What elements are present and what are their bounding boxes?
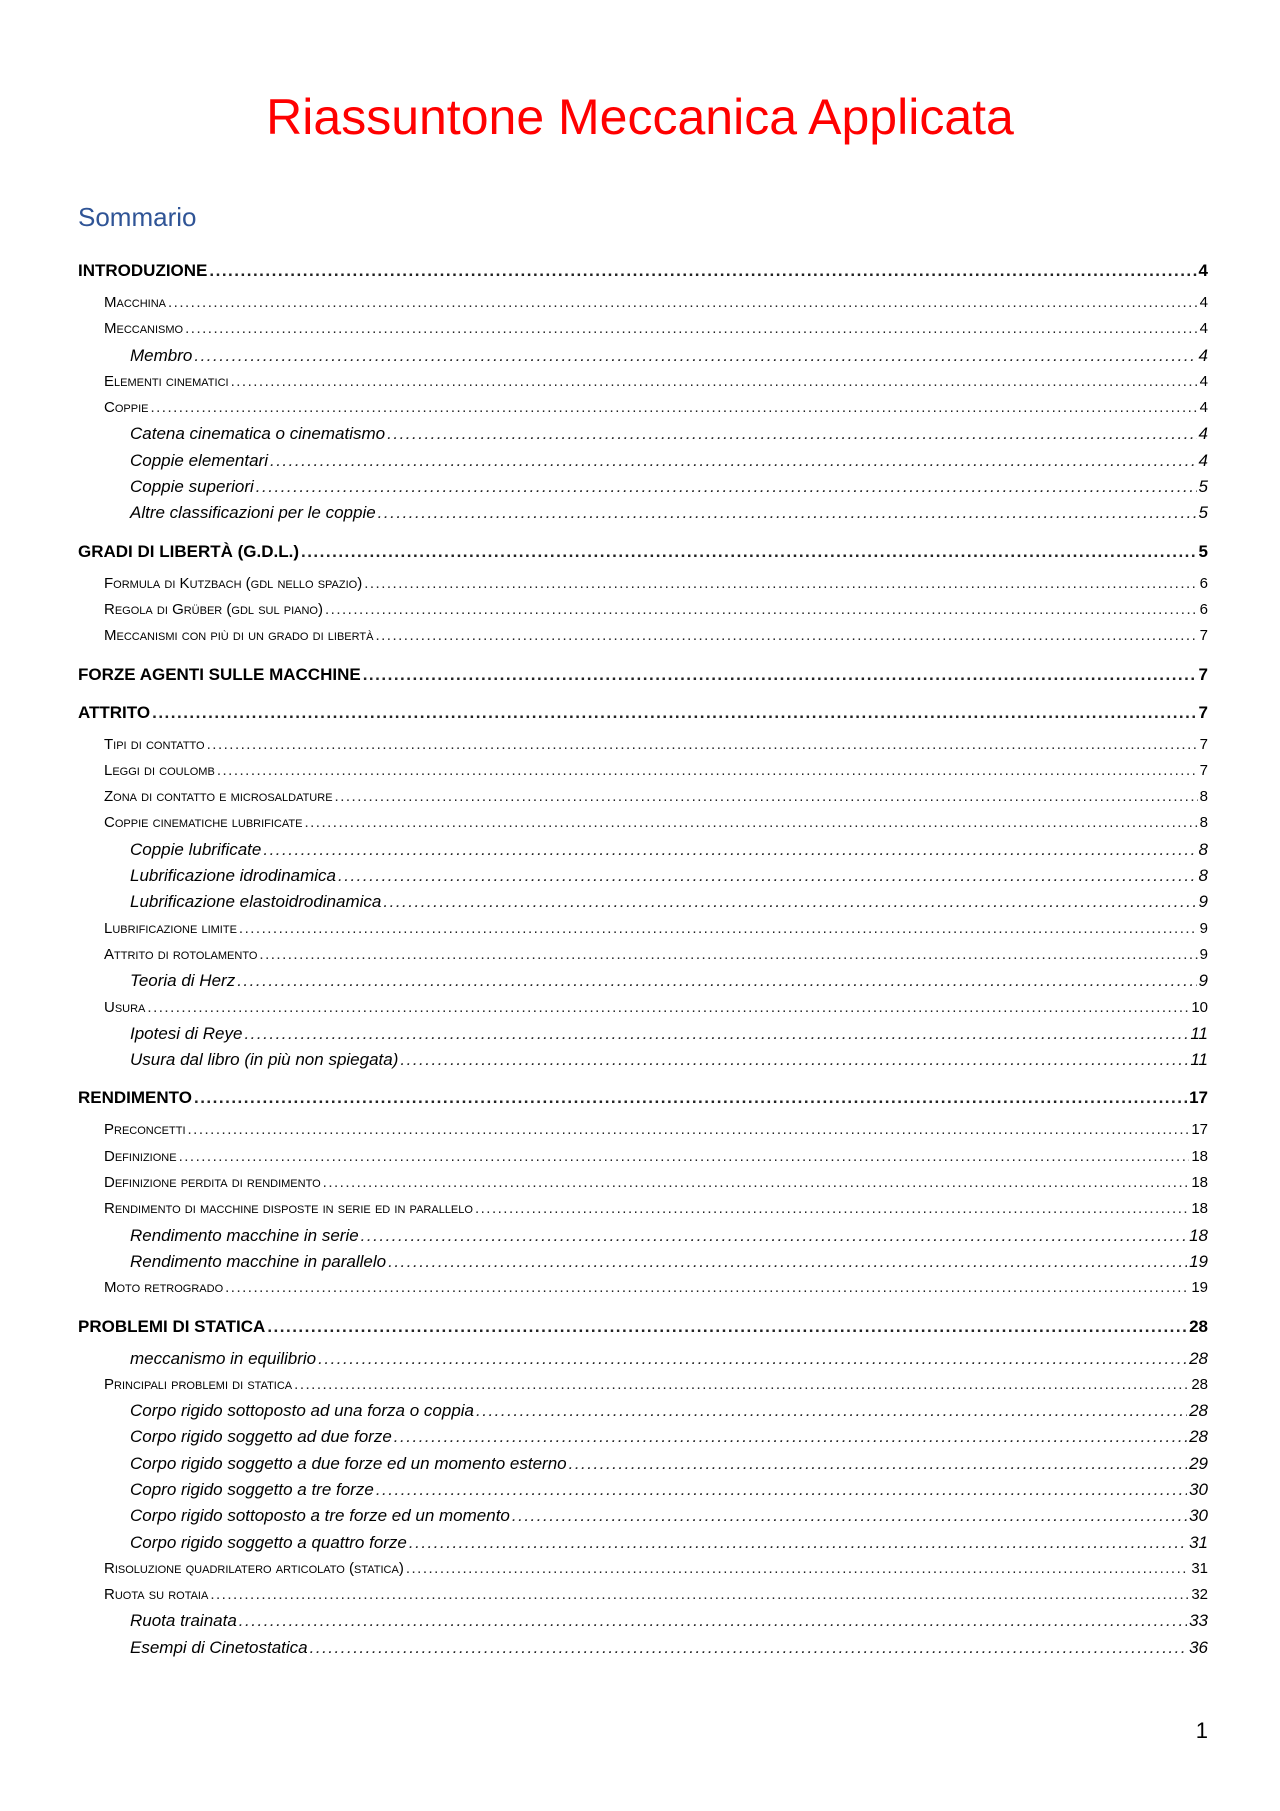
toc-entry[interactable]	[78, 916, 1208, 942]
toc-entry-label: Attrito di rotolamento	[104, 945, 258, 963]
toc-dot-leader	[267, 1314, 1187, 1340]
toc-entry[interactable]	[78, 343, 1208, 369]
toc-dot-leader	[210, 1582, 1189, 1608]
toc-entry-label: Catena cinematica o cinematismo	[130, 424, 386, 444]
toc-entry-label: Usura	[104, 998, 146, 1016]
toc-entry[interactable]	[78, 995, 1208, 1021]
toc-entry[interactable]	[78, 1424, 1208, 1450]
toc-dot-leader	[294, 1372, 1189, 1398]
toc-heading: Sommario	[78, 202, 197, 232]
toc-entry-page: 28	[1189, 1316, 1208, 1336]
toc-entry[interactable]	[78, 1556, 1208, 1582]
toc-entry-label: Esempi di Cinetostatica	[130, 1637, 308, 1657]
toc-entry-page: 4	[1198, 345, 1208, 365]
toc-entry[interactable]	[78, 1021, 1208, 1047]
toc-entry[interactable]	[78, 500, 1208, 526]
toc-entry-page: 18	[1191, 1147, 1208, 1165]
toc-entry[interactable]	[78, 1047, 1208, 1073]
toc-dot-leader	[239, 1608, 1187, 1634]
toc-entry-label: meccanismo in equilibrio	[130, 1348, 317, 1368]
toc-entry-page: 4	[1199, 372, 1208, 390]
toc-entry-page: 4	[1199, 294, 1208, 311]
toc-entry-label: Coppie	[104, 399, 149, 417]
toc-entry-label: Corpo rigido soggetto ad due forze	[130, 1427, 392, 1447]
toc-dot-leader	[310, 1635, 1187, 1661]
toc-entry-page: 28	[1189, 1427, 1208, 1447]
toc-dot-leader	[239, 916, 1198, 942]
page-number: 1	[1195, 1718, 1208, 1743]
toc-entry-label: Regola di Grüber (gdl sul piano)	[104, 600, 323, 618]
toc-dot-leader	[168, 290, 1198, 316]
toc-entry[interactable]	[78, 1117, 1208, 1143]
toc-dot-leader	[569, 1451, 1187, 1477]
toc-dot-leader	[400, 1047, 1188, 1073]
toc-entry-label: Corpo rigido soggetto a quattro forze	[130, 1532, 407, 1552]
toc-entry[interactable]	[78, 1170, 1208, 1196]
toc-entry[interactable]	[78, 474, 1208, 500]
toc-dot-leader	[263, 837, 1196, 863]
toc-entry[interactable]	[78, 421, 1208, 447]
toc-entry[interactable]	[78, 784, 1208, 810]
toc-entry[interactable]	[78, 539, 1208, 565]
toc-dot-leader	[209, 258, 1196, 284]
toc-entry-label: Corpo rigido sottoposto a tre forze ed un momento	[130, 1506, 510, 1526]
toc-dot-leader	[383, 889, 1196, 915]
toc-dot-leader	[194, 343, 1196, 369]
toc-entry-page: 18	[1189, 1225, 1208, 1245]
toc-entry[interactable]	[78, 662, 1208, 688]
toc-entry-label: Risoluzione quadrilatero articolato (statica)	[104, 1559, 404, 1577]
toc-dot-leader	[237, 968, 1196, 994]
toc-entry-label: Ruota trainata	[130, 1611, 237, 1631]
toc-entry[interactable]	[78, 1530, 1208, 1556]
toc-entry[interactable]	[78, 623, 1208, 649]
toc-entry-page: 5	[1198, 541, 1208, 561]
toc-entry-page: 36	[1189, 1637, 1208, 1657]
toc-entry-page: 7	[1198, 664, 1208, 684]
toc-dot-leader	[188, 1117, 1190, 1143]
toc-dot-leader	[270, 448, 1197, 474]
toc-entry[interactable]	[78, 316, 1208, 342]
toc-entry-page: 17	[1189, 1088, 1208, 1108]
toc-entry-page: 9	[1198, 892, 1208, 912]
toc-entry-label: Rendimento macchine in parallelo	[130, 1251, 387, 1271]
toc-entry-label: Principali problemi di statica	[104, 1375, 293, 1393]
toc-entry-page: 10	[1191, 998, 1208, 1016]
toc-entry[interactable]	[78, 571, 1208, 597]
toc-entry-page: 4	[1198, 450, 1208, 470]
toc-dot-leader	[304, 810, 1197, 836]
toc-entry-page: 32	[1191, 1586, 1208, 1604]
toc-entry[interactable]	[78, 837, 1208, 863]
toc-entry-page: 7	[1199, 627, 1208, 645]
toc-entry[interactable]	[78, 597, 1208, 623]
toc-dot-leader	[256, 474, 1197, 500]
toc-entry-label: Coppie superiori	[130, 477, 254, 497]
toc-entry[interactable]	[78, 258, 1208, 284]
toc-dot-leader	[394, 1424, 1187, 1450]
toc-dot-leader	[388, 1249, 1187, 1275]
toc-entry-label: Definizione perdita di rendimento	[104, 1174, 321, 1192]
toc-entry-label: Leggi di coulomb	[104, 761, 215, 779]
toc-entry[interactable]	[78, 1085, 1208, 1111]
toc-dot-leader	[244, 1021, 1188, 1047]
toc-dot-leader	[406, 1556, 1190, 1582]
toc-dot-leader	[231, 369, 1198, 395]
toc-entry[interactable]	[78, 1223, 1208, 1249]
toc-entry-page: 31	[1191, 1559, 1208, 1577]
toc-entry-label: Ruota su rotaia	[104, 1586, 209, 1604]
toc-entry-label: Copro rigido soggetto a tre forze	[130, 1479, 374, 1499]
toc-entry[interactable]	[78, 1608, 1208, 1634]
toc-entry-label: Zona di contatto e microsaldature	[104, 788, 333, 806]
toc-entry-label: Membro	[130, 345, 193, 365]
toc-dot-leader	[323, 1170, 1190, 1196]
toc-dot-leader	[318, 1346, 1187, 1372]
toc-entry-page: 9	[1198, 971, 1208, 991]
toc-entry-label: Tipi di contatto	[104, 735, 205, 753]
toc-entry[interactable]	[78, 1372, 1208, 1398]
toc-dot-leader	[217, 758, 1198, 784]
toc-entry[interactable]	[78, 700, 1208, 726]
toc-dot-leader	[361, 1223, 1187, 1249]
toc-entry[interactable]	[78, 1451, 1208, 1477]
toc-dot-leader	[325, 597, 1198, 623]
toc-dot-leader	[152, 700, 1196, 726]
toc-dot-leader	[409, 1530, 1187, 1556]
toc-entry-page: 29	[1189, 1453, 1208, 1473]
toc-entry-page: 31	[1189, 1532, 1208, 1552]
toc-entry-label: Coppie lubrificate	[130, 839, 262, 859]
toc-entry-label: Teoria di Herz	[130, 971, 236, 991]
toc-entry-page: 4	[1198, 261, 1208, 280]
toc-entry-page: 4	[1199, 399, 1208, 417]
toc-entry[interactable]	[78, 1275, 1208, 1301]
toc-entry[interactable]	[78, 1582, 1208, 1608]
toc-entry-label: Meccanismi con più di un grado di libertà	[104, 627, 374, 645]
toc-dot-leader	[512, 1503, 1187, 1529]
toc-entry-label: Altre classificazioni per le coppie	[130, 503, 376, 523]
toc-dot-leader	[225, 1275, 1189, 1301]
toc-dot-leader	[301, 539, 1197, 565]
toc-entry-label: Lubrificazione limite	[104, 919, 237, 937]
toc-entry-page: 8	[1198, 866, 1208, 886]
toc-dot-leader	[185, 316, 1198, 342]
toc-entry[interactable]	[78, 1635, 1208, 1661]
toc-entry[interactable]	[78, 1144, 1208, 1170]
toc-entry[interactable]	[78, 290, 1208, 316]
toc-entry-page: 7	[1199, 735, 1208, 753]
toc-entry[interactable]	[78, 1346, 1208, 1372]
toc-entry-page: 11	[1190, 1023, 1208, 1043]
table-of-contents	[78, 258, 1208, 1661]
toc-entry-page: 19	[1189, 1251, 1208, 1271]
toc-entry-page: 9	[1199, 945, 1208, 963]
toc-entry-label: Meccanismo	[104, 320, 184, 338]
toc-entry-page: 18	[1191, 1200, 1208, 1218]
toc-entry-page: 7	[1198, 702, 1208, 722]
toc-entry-label: Moto retrogrado	[104, 1279, 224, 1297]
toc-entry-label: RENDIMENTO	[78, 1088, 192, 1108]
toc-dot-leader	[476, 1398, 1187, 1424]
toc-entry[interactable]	[78, 758, 1208, 784]
toc-entry-page: 7	[1199, 761, 1208, 779]
toc-entry-label: Definizione	[104, 1147, 177, 1165]
toc-entry-label: Rendimento di macchine disposte in serie ed in parallelo	[104, 1200, 473, 1218]
toc-entry-page: 28	[1189, 1401, 1208, 1421]
toc-entry-page: 6	[1199, 574, 1208, 592]
toc-entry-page: 33	[1189, 1611, 1208, 1631]
toc-entry-label: Corpo rigido soggetto a due forze ed un momento esterno	[130, 1453, 567, 1473]
toc-entry-page: 4	[1198, 424, 1208, 444]
toc-entry[interactable]	[78, 863, 1208, 889]
toc-entry[interactable]	[78, 1503, 1208, 1529]
toc-entry-page: 8	[1198, 839, 1208, 859]
toc-entry-label: Elementi cinematici	[104, 372, 229, 390]
toc-entry-label: Ipotesi di Reye	[130, 1023, 243, 1043]
toc-entry-label: Lubrificazione idrodinamica	[130, 866, 337, 886]
toc-dot-leader	[338, 863, 1197, 889]
toc-dot-leader	[150, 395, 1197, 421]
toc-entry[interactable]	[78, 889, 1208, 915]
toc-entry[interactable]	[78, 732, 1208, 758]
toc-dot-leader	[364, 571, 1197, 597]
toc-entry-page: 17	[1191, 1121, 1208, 1139]
toc-entry[interactable]	[78, 1249, 1208, 1275]
toc-dot-leader	[179, 1144, 1190, 1170]
toc-dot-leader	[475, 1196, 1189, 1222]
toc-entry-page: 8	[1199, 814, 1208, 832]
toc-entry-page: 28	[1189, 1348, 1208, 1368]
toc-entry-label: Formula di Kutzbach (gdl nello spazio)	[104, 574, 363, 592]
document-title: Riassuntone Meccanica Applicata	[266, 89, 1014, 145]
toc-entry-label: Macchina	[104, 294, 167, 311]
toc-dot-leader	[376, 1477, 1187, 1503]
toc-entry-label: Usura dal libro (in più non spiegata)	[130, 1050, 399, 1070]
toc-entry[interactable]	[78, 1398, 1208, 1424]
toc-dot-leader	[375, 623, 1197, 649]
toc-entry-label: Lubrificazione elastoidrodinamica	[130, 892, 382, 912]
toc-entry-label: FORZE AGENTI SULLE MACCHINE	[78, 664, 361, 684]
toc-dot-leader	[378, 500, 1197, 526]
toc-entry[interactable]	[78, 1477, 1208, 1503]
toc-entry-label: PROBLEMI DI STATICA	[78, 1316, 266, 1336]
toc-entry-page: 18	[1191, 1174, 1208, 1192]
toc-entry-page: 8	[1199, 788, 1208, 806]
toc-entry-label: Preconcetti	[104, 1121, 186, 1139]
toc-entry-label: INTRODUZIONE	[78, 261, 208, 280]
toc-entry[interactable]	[78, 395, 1208, 421]
toc-entry-label: Coppie cinematiche lubrificate	[104, 814, 303, 832]
toc-entry-page: 5	[1198, 503, 1208, 523]
toc-dot-leader	[363, 662, 1197, 688]
toc-entry-page: 19	[1191, 1279, 1208, 1297]
toc-dot-leader	[194, 1085, 1187, 1111]
toc-entry-page: 30	[1189, 1479, 1208, 1499]
toc-entry[interactable]	[78, 810, 1208, 836]
toc-entry-page: 11	[1190, 1050, 1208, 1070]
toc-entry-page: 28	[1191, 1375, 1208, 1393]
toc-entry[interactable]	[78, 1196, 1208, 1222]
toc-entry[interactable]	[78, 1314, 1208, 1340]
toc-entry[interactable]	[78, 968, 1208, 994]
toc-entry-label: ATTRITO	[78, 702, 151, 722]
toc-entry[interactable]	[78, 448, 1208, 474]
toc-entry-page: 5	[1198, 477, 1208, 497]
toc-entry-label: Corpo rigido sottoposto ad una forza o coppia	[130, 1401, 475, 1421]
toc-dot-leader	[335, 784, 1198, 810]
toc-dot-leader	[207, 732, 1198, 758]
toc-dot-leader	[387, 421, 1196, 447]
toc-entry-label: Rendimento macchine in serie	[130, 1225, 359, 1245]
toc-entry-page: 4	[1199, 320, 1208, 338]
toc-entry-page: 9	[1199, 919, 1208, 937]
toc-entry[interactable]	[78, 942, 1208, 968]
toc-dot-leader	[147, 995, 1189, 1021]
toc-entry[interactable]	[78, 369, 1208, 395]
toc-entry-label: GRADI DI LIBERTÀ (G.D.L.)	[78, 541, 299, 561]
toc-dot-leader	[259, 942, 1197, 968]
toc-entry-label: Coppie elementari	[130, 450, 268, 470]
toc-entry-page: 6	[1199, 600, 1208, 618]
toc-entry-page: 30	[1189, 1506, 1208, 1526]
